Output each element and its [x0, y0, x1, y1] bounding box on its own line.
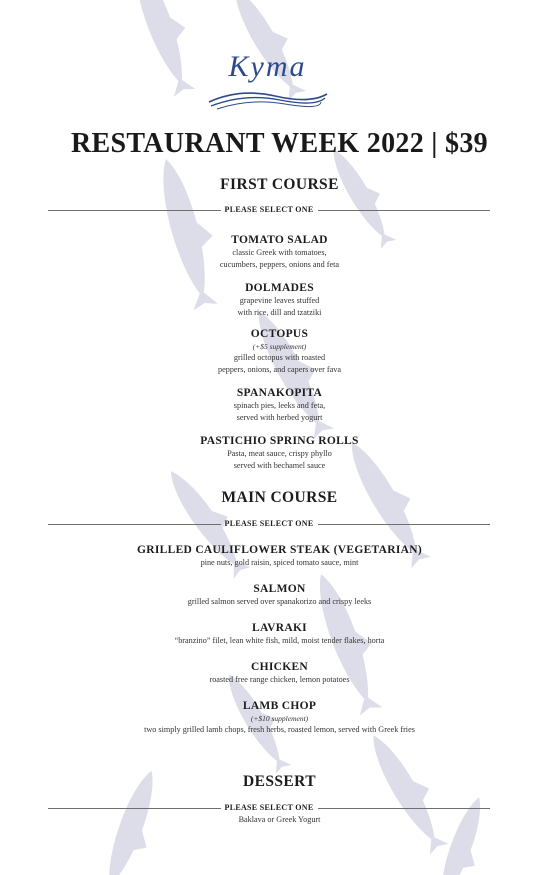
- item-description: two simply grilled lamb chops, fresh herbs, roasted lemon, served with Greek fries: [144, 725, 415, 734]
- menu-item-lamb-chop: [0, 699, 559, 736]
- item-description: roasted free range chicken, lemon potatoes: [209, 675, 350, 684]
- menu-item-lavraki: [0, 621, 559, 647]
- item-description: grilled octopus with roasted: [233, 353, 326, 362]
- divider-right: [318, 210, 491, 211]
- main-course-select-row: [48, 517, 490, 529]
- menu-item-pastichio-spring-rolls: [0, 434, 559, 471]
- item-description: Baklava or Greek Yogurt: [238, 815, 321, 824]
- menu-item-dolmades: [0, 281, 559, 318]
- item-supplement: (+$5 supplement): [252, 342, 307, 351]
- item-description: Pasta, meat sauce, crispy phyllo: [227, 449, 332, 458]
- divider-left: [48, 808, 221, 809]
- page-title: RESTAURANT WEEK 2022 | $39: [71, 128, 488, 159]
- dessert-heading: DESSERT: [243, 773, 316, 790]
- divider-right: [318, 524, 491, 525]
- kyma-logo: [205, 50, 330, 112]
- dessert-select-label: PLEASE SELECT ONE: [224, 802, 314, 812]
- divider-left: [48, 524, 221, 525]
- item-name: TOMATO SALAD: [231, 234, 328, 246]
- menu-item-chicken: [0, 660, 559, 686]
- item-name: LAMB CHOP: [242, 700, 317, 712]
- item-description: classic Greek with tomatoes,: [232, 248, 327, 257]
- item-name: LAVRAKI: [252, 622, 307, 634]
- item-description: with rice, dill and tzatziki: [237, 307, 322, 317]
- item-description: spinach pies, leeks and feta,: [233, 401, 326, 410]
- first-course-heading: FIRST COURSE: [220, 176, 339, 193]
- main-course-select-label: PLEASE SELECT ONE: [224, 518, 314, 528]
- first-course-select-row: [48, 203, 490, 215]
- item-name: OCTOPUS: [250, 328, 309, 340]
- item-description: peppers, onions, and capers over fava: [218, 364, 341, 374]
- menu-item-tomato-salad: [0, 233, 559, 270]
- menu-item-dessert: [0, 814, 559, 826]
- wave-icon: [205, 80, 330, 110]
- item-name: DOLMADES: [245, 282, 314, 294]
- item-name: SPANAKOPITA: [236, 387, 323, 399]
- item-name: CHICKEN: [250, 661, 309, 673]
- item-description: grapevine leaves stuffed: [239, 296, 320, 305]
- item-name: SALMON: [253, 583, 306, 595]
- item-description: served with herbed yogurt: [236, 412, 323, 422]
- item-name: PASTICHIO SPRING ROLLS: [200, 435, 359, 447]
- logo-wordmark: Kyma: [228, 50, 307, 83]
- item-description: “branzino” filet, lean white fish, mild, moist tender flakes, horta: [174, 636, 385, 645]
- menu-item-salmon: [0, 582, 559, 608]
- menu-item-cauliflower-steak: [0, 543, 559, 569]
- dessert-select-row: [48, 801, 490, 813]
- item-description: cucumbers, peppers, onions and feta: [219, 259, 340, 269]
- divider-left: [48, 210, 221, 211]
- menu-item-octopus: [0, 327, 559, 375]
- item-description: grilled salmon served over spanakorizo and crispy leeks: [187, 597, 372, 606]
- menu-item-spanakopita: [0, 386, 559, 423]
- first-course-select-label: PLEASE SELECT ONE: [224, 204, 314, 214]
- item-name: GRILLED CAULIFLOWER STEAK (VEGETARIAN): [137, 544, 422, 556]
- item-supplement: (+$10 supplement): [250, 714, 309, 723]
- divider-right: [318, 808, 491, 809]
- item-description: pine nuts, gold raisin, spiced tomato sauce, mint: [200, 558, 359, 567]
- main-course-heading: MAIN COURSE: [221, 489, 338, 506]
- item-description: served with bechamel sauce: [233, 460, 326, 470]
